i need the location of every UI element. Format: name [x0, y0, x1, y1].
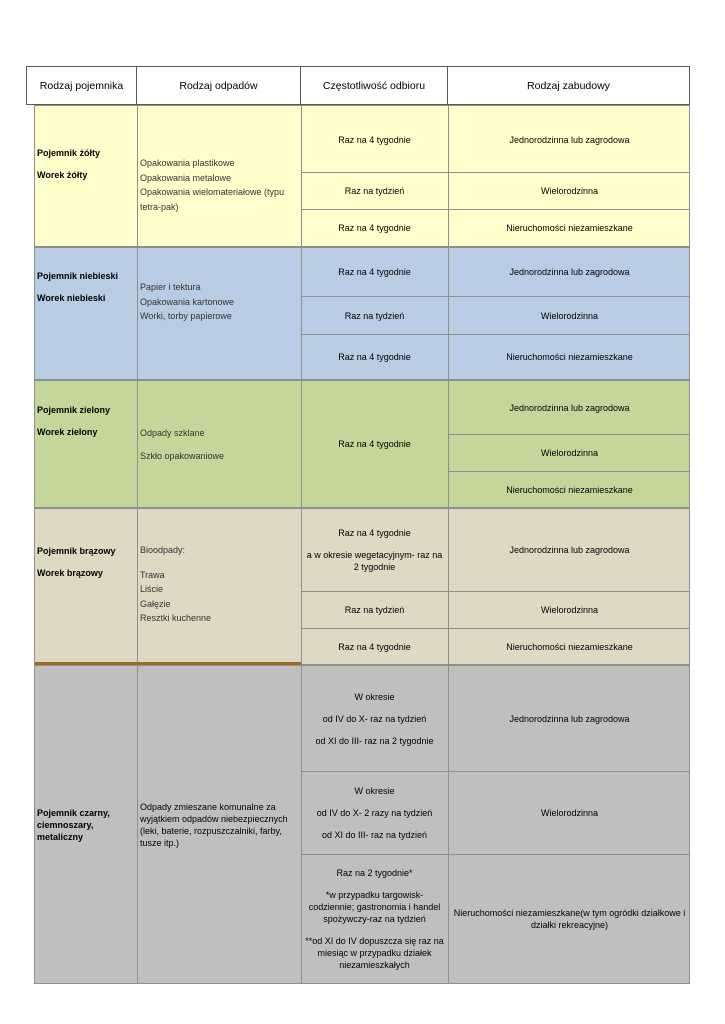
building-cell: Jednorodzinna lub zagrodowa — [509, 402, 630, 413]
container-label: Pojemnik brązowy — [37, 546, 116, 556]
frequency-cell: Raz na 4 tygodnie — [338, 439, 411, 449]
building-cell: Jednorodzinna lub zagrodowa — [509, 713, 630, 724]
blue-section — [34, 247, 690, 380]
building-cell: Jednorodzinna lub zagrodowa — [509, 135, 630, 145]
building-cell: Nieruchomości niezamieszkane(w tym ogródki działkowe i działki rekreacyjne) — [453, 908, 686, 930]
waste-list — [137, 248, 301, 379]
building-cell: Wielorodzinna — [540, 310, 599, 321]
container-label: Pojemnik niebieski — [37, 271, 119, 281]
frequency-cell: Raz na 4 tygodnie — [338, 642, 411, 652]
waste-list — [137, 106, 301, 246]
frequency-cell — [301, 855, 448, 983]
green-section — [34, 380, 690, 508]
frequency-cell — [301, 509, 448, 591]
waste-item: Gałęzie — [140, 598, 171, 609]
frequency-cell: Raz na tydzień — [344, 186, 405, 196]
grey-section — [34, 665, 690, 984]
waste-item: Worki, torby papierowe — [140, 311, 232, 321]
frequency-line: od XI do III- raz na 2 tygodnie — [315, 735, 434, 746]
waste-item: Opakowania plastikowe — [140, 158, 235, 168]
bag-label: Worek zielony — [37, 427, 98, 437]
waste-title: Bioodpady: — [140, 545, 186, 555]
waste-item: Liście — [140, 584, 164, 594]
header-building-type: Rodzaj zabudowy — [447, 66, 690, 105]
frequency-cell: Raz na tydzień — [344, 605, 405, 615]
brown-section — [34, 508, 690, 665]
building-cell: Nieruchomości niezamieszkane — [506, 223, 633, 233]
building-cell: Nieruchomości niezamieszkane — [506, 352, 633, 362]
frequency-line: W okresie — [354, 691, 395, 702]
building-cell: Wielorodzinna — [540, 186, 599, 196]
waste-item: Opakowania kartonowe — [140, 296, 235, 307]
frequency-line: od XI do III- raz na tydzień — [321, 830, 428, 840]
frequency-cell: Raz na 4 tygodnie — [338, 135, 411, 145]
waste-item: Szkło opakowaniowe — [140, 450, 225, 461]
frequency-line: od IV do X- 2 razy na tydzień — [316, 808, 433, 818]
waste-list — [137, 509, 301, 664]
waste-item: Odpady szklane — [140, 428, 205, 438]
waste-item: Resztki kuchenne — [140, 613, 212, 623]
frequency-cell: Raz na 4 tygodnie — [338, 223, 411, 233]
frequency-line: W okresie — [354, 786, 395, 796]
frequency-cell — [301, 666, 448, 771]
building-cell: Nieruchomości niezamieszkane — [506, 485, 633, 495]
frequency-line: Raz na 2 tygodnie* — [336, 868, 413, 878]
container-name — [35, 381, 137, 507]
waste-item: tetra-pak) — [140, 201, 179, 212]
container-label: Pojemnik zielony — [37, 405, 111, 415]
waste-item: Opakowania wielomateriałowe (typu — [140, 187, 285, 197]
building-cell: Wielorodzinna — [540, 808, 599, 818]
waste-item: Odpady zmieszane komunalne za wyjątkiem odpadów niebezpiecznych (leki, baterie, rozpuszczalniki, farby, tusze itp.) — [140, 801, 288, 848]
waste-list — [137, 381, 301, 507]
frequency-line: Raz na 4 tygodnie — [338, 528, 411, 538]
frequency-cell — [301, 772, 448, 854]
bag-label: Worek brązowy — [37, 568, 103, 578]
building-cell: Jednorodzinna lub zagrodowa — [509, 267, 630, 277]
container-name — [35, 248, 137, 379]
frequency-footnote: **od XI do IV dopuszcza się raz na miesiąc w przypadku działek niezamieszkałych — [305, 936, 444, 970]
waste-item: Papier i tektura — [140, 282, 201, 292]
yellow-section — [34, 105, 690, 247]
frequency-cell: Raz na 4 tygodnie — [338, 352, 411, 362]
bag-label: Worek niebieski — [37, 293, 106, 303]
waste-item: Opakowania metalowe — [140, 172, 232, 183]
header-waste-type: Rodzaj odpadów — [136, 66, 301, 105]
bag-label: Worek żółty — [37, 170, 88, 180]
waste-item: Trawa — [140, 569, 165, 580]
frequency-line: a w okresie wegetacyjnym- raz na 2 tygodnie — [306, 550, 443, 572]
container-name — [35, 509, 137, 664]
container-name — [35, 666, 137, 983]
building-cell: Jednorodzinna lub zagrodowa — [509, 545, 630, 555]
building-cell: Wielorodzinna — [540, 448, 599, 458]
waste-list — [137, 666, 301, 983]
container-label: Pojemnik czarny, ciemnoszary, metaliczny — [37, 807, 110, 842]
header-container-type: Rodzaj pojemnika — [26, 66, 137, 105]
container-name — [35, 106, 137, 246]
frequency-cell: Raz na 4 tygodnie — [338, 267, 411, 277]
container-label: Pojemnik żółty — [37, 148, 101, 158]
frequency-footnote: *w przypadku targowisk-codziennie; gastronomia i handel spożywczy-raz na tydzień — [308, 890, 441, 924]
header-frequency: Częstotliwość odbioru — [300, 66, 448, 105]
building-cell: Wielorodzinna — [540, 605, 599, 615]
frequency-cell: Raz na tydzień — [344, 310, 405, 321]
building-cell: Nieruchomości niezamieszkane — [506, 642, 633, 652]
frequency-line: od IV do X- raz na tydzień — [322, 713, 427, 724]
